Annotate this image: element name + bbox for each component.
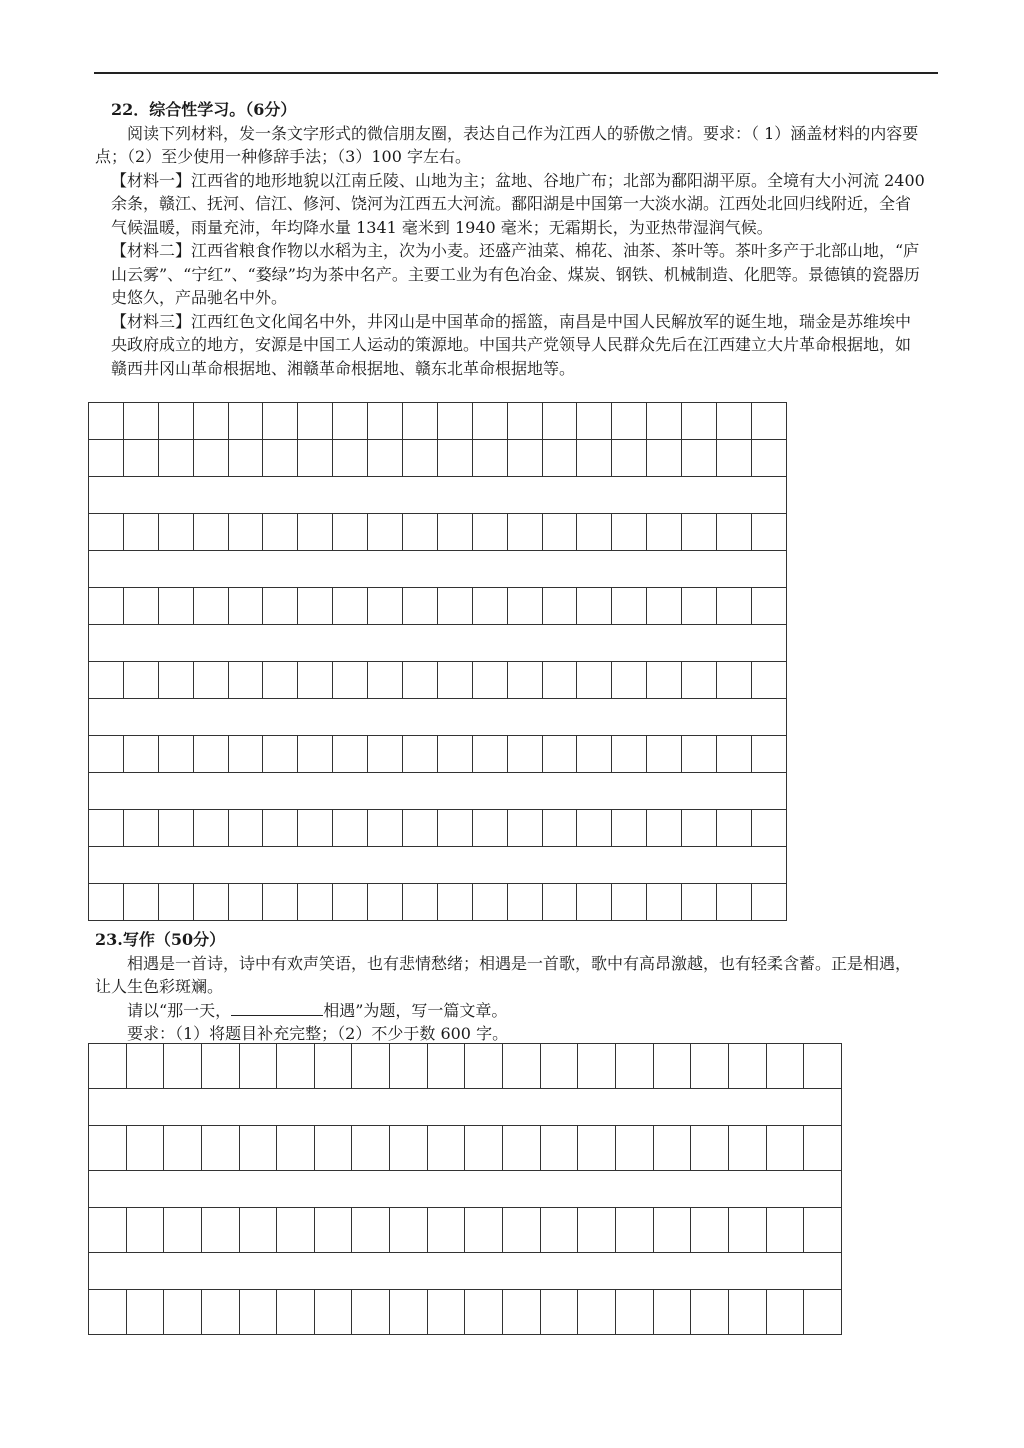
grid-cell[interactable] [691,1208,729,1253]
grid-cell[interactable] [228,662,263,699]
grid-cell[interactable] [390,1126,428,1171]
q23-topic-after: 相遇”为题，写一篇文章。 [323,1000,508,1020]
grid-cell[interactable] [390,1208,428,1253]
grid-row[interactable] [89,1208,842,1253]
grid-cell[interactable] [540,1044,578,1089]
grid-cell[interactable] [89,1290,127,1335]
grid-cell[interactable] [615,1290,653,1335]
grid-row-spacer [89,477,787,514]
grid-spacer [89,1089,842,1126]
grid-cell[interactable] [228,736,263,773]
grid-cell[interactable] [123,662,158,699]
grid-row-spacer [89,1253,842,1290]
grid-cell[interactable] [352,1208,390,1253]
grid-cell[interactable] [804,1044,842,1089]
grid-cell[interactable] [647,884,682,921]
grid-spacer [89,1171,842,1208]
grid-cell[interactable] [507,810,542,847]
grid-cell[interactable] [437,588,472,625]
grid-cell[interactable] [368,440,403,477]
grid-cell[interactable] [728,1208,766,1253]
grid-cell[interactable] [89,588,124,625]
grid-cell[interactable] [126,1044,164,1089]
grid-cell[interactable] [691,1126,729,1171]
grid-cell[interactable] [612,662,647,699]
grid-cell[interactable] [314,1044,352,1089]
grid-cell[interactable] [542,403,577,440]
grid-cell[interactable] [123,884,158,921]
grid-cell[interactable] [263,810,298,847]
q22-material-2: 【材料二】江西省粮食作物以水稻为主，次为小麦。还盛产油菜、棉花、油茶、茶叶等。茶叶多产于北部山地，“庐山云雾”、“宁红”、“婺绿”均为茶中名产。主要工业为有色冶金、煤炭、钢铁、机械制造、化肥等。景德镇的瓷器历史悠久，产品驰名中外。 [111,241,920,307]
grid-cell[interactable] [465,1290,503,1335]
grid-cell[interactable] [201,1208,239,1253]
q22-instruction: 阅读下列材料，发一条文字形式的微信朋友圈，表达自己作为江西人的骄傲之情。要求：（ 1）涵盖材料的内容要点；（2）至少使用一种修辞手法；（3）100 字左右。 [95,123,919,166]
grid-cell[interactable] [542,884,577,921]
grid-cell[interactable] [126,1126,164,1171]
grid-cell[interactable] [612,514,647,551]
grid-cell[interactable] [577,736,612,773]
grid-cell[interactable] [437,440,472,477]
q23-title: 23.写作（50分） [95,930,226,949]
q22-material-1: 【材料一】江西省的地形地貌以江南丘陵、山地为主；盆地、谷地广布；北部为鄱阳湖平原。全境有大小河流 2400 余条，赣江、抚河、信江、修河、饶河为江西五大河流。鄱阳湖是中国第一大淡水湖。江西处北回归线附近，全省气候温暖，雨量充沛，年均降水量 1341 毫米到 1940 毫米；无霜期长，为亚热带湿润气候。 [111,170,925,237]
grid-cell[interactable] [89,736,124,773]
grid-cell[interactable] [766,1044,804,1089]
grid-row-spacer [89,699,787,736]
grid-cell[interactable] [164,1290,202,1335]
grid-cell[interactable] [472,810,507,847]
grid-spacer [89,773,787,810]
grid-cell[interactable] [751,884,786,921]
grid-cell[interactable] [578,1126,616,1171]
grid-row-spacer [89,1171,842,1208]
grid-cell[interactable] [89,1044,127,1089]
grid-row[interactable] [89,810,787,847]
grid-cell[interactable] [333,810,368,847]
grid-spacer [89,625,787,662]
grid-cell[interactable] [612,403,647,440]
question-22 [95,98,925,380]
grid-spacer [89,847,787,884]
grid-cell[interactable] [503,1208,541,1253]
grid-cell[interactable] [437,736,472,773]
grid-cell[interactable] [717,884,752,921]
grid-cell[interactable] [201,1290,239,1335]
answer-grid-q22[interactable] [88,402,787,921]
grid-cell[interactable] [314,1126,352,1171]
grid-cell[interactable] [298,736,333,773]
grid-cell[interactable] [728,1126,766,1171]
question-23 [95,928,925,1046]
q23-prompt: 相遇是一首诗，诗中有欢声笑语，也有悲情愁绪；相遇是一首歌，歌中有高昂激越，也有轻柔含蓄。正是相遇，让人生色彩斑斓。 [95,953,912,996]
grid-cell[interactable] [298,440,333,477]
grid-cell[interactable] [647,588,682,625]
grid-cell[interactable] [201,1044,239,1089]
grid-cell[interactable] [403,440,438,477]
grid-cell[interactable] [193,588,228,625]
grid-cell[interactable] [647,810,682,847]
grid-cell[interactable] [542,588,577,625]
grid-cell[interactable] [263,588,298,625]
grid-cell[interactable] [437,810,472,847]
grid-cell[interactable] [437,403,472,440]
grid-cell[interactable] [751,736,786,773]
grid-cell[interactable] [717,588,752,625]
grid-cell[interactable] [717,736,752,773]
grid-spacer [89,699,787,736]
grid-cell[interactable] [228,440,263,477]
grid-row[interactable] [89,440,787,477]
grid-cell[interactable] [123,514,158,551]
grid-cell[interactable] [653,1208,691,1253]
grid-cell[interactable] [578,1208,616,1253]
grid-cell[interactable] [89,1208,127,1253]
grid-cell[interactable] [612,810,647,847]
grid-cell[interactable] [612,440,647,477]
answer-grid-q23[interactable] [88,1043,842,1335]
grid-cell[interactable] [201,1126,239,1171]
grid-cell[interactable] [263,736,298,773]
q23-requirements: 要求：（1）将题目补充完整；（2）不少于数 600 字。 [127,1024,509,1043]
grid-cell[interactable] [691,1044,729,1089]
grid-row-spacer [89,1089,842,1126]
grid-cell[interactable] [298,514,333,551]
grid-cell[interactable] [615,1208,653,1253]
grid-cell[interactable] [472,736,507,773]
grid-cell[interactable] [164,1208,202,1253]
grid-cell[interactable] [503,1290,541,1335]
grid-cell[interactable] [578,1044,616,1089]
grid-cell[interactable] [403,588,438,625]
grid-cell[interactable] [766,1126,804,1171]
grid-cell[interactable] [403,736,438,773]
grid-cell[interactable] [653,1126,691,1171]
grid-cell[interactable] [263,884,298,921]
grid-cell[interactable] [228,810,263,847]
grid-cell[interactable] [298,588,333,625]
grid-cell[interactable] [193,440,228,477]
q23-topic-before: 请以“那一天， [127,1000,232,1020]
grid-cell[interactable] [298,810,333,847]
grid-cell[interactable] [542,440,577,477]
grid-cell[interactable] [766,1208,804,1253]
grid-cell[interactable] [542,514,577,551]
grid-cell[interactable] [126,1208,164,1253]
grid-cell[interactable] [158,884,193,921]
grid-cell[interactable] [314,1208,352,1253]
grid-cell[interactable] [540,1126,578,1171]
grid-cell[interactable] [193,810,228,847]
grid-cell[interactable] [390,1290,428,1335]
grid-cell[interactable] [427,1290,465,1335]
grid-cell[interactable] [691,1290,729,1335]
grid-cell[interactable] [578,1290,616,1335]
grid-cell[interactable] [653,1290,691,1335]
grid-cell[interactable] [314,1290,352,1335]
grid-cell[interactable] [804,1208,842,1253]
grid-cell[interactable] [368,403,403,440]
grid-cell[interactable] [164,1126,202,1171]
grid-cell[interactable] [507,514,542,551]
grid-cell[interactable] [728,1290,766,1335]
grid-row[interactable] [89,884,787,921]
grid-cell[interactable] [647,440,682,477]
q22-title: 22．综合性学习。（6分） [111,100,297,119]
grid-cell[interactable] [507,403,542,440]
grid-cell[interactable] [507,736,542,773]
grid-cell[interactable] [472,440,507,477]
grid-row-spacer [89,773,787,810]
grid-cell[interactable] [239,1290,277,1335]
grid-cell[interactable] [751,810,786,847]
grid-cell[interactable] [507,588,542,625]
grid-row-spacer [89,625,787,662]
grid-cell[interactable] [577,884,612,921]
grid-cell[interactable] [766,1290,804,1335]
grid-cell[interactable] [717,662,752,699]
grid-cell[interactable] [228,588,263,625]
grid-cell[interactable] [158,810,193,847]
grid-cell[interactable] [333,884,368,921]
grid-cell[interactable] [193,662,228,699]
grid-cell[interactable] [542,662,577,699]
grid-cell[interactable] [368,884,403,921]
grid-cell[interactable] [577,662,612,699]
grid-cell[interactable] [298,662,333,699]
grid-cell[interactable] [164,1044,202,1089]
grid-cell[interactable] [123,588,158,625]
grid-cell[interactable] [277,1208,315,1253]
grid-cell[interactable] [352,1290,390,1335]
grid-cell[interactable] [653,1044,691,1089]
grid-cell[interactable] [682,588,717,625]
grid-cell[interactable] [682,810,717,847]
grid-spacer [89,477,787,514]
grid-cell[interactable] [228,514,263,551]
grid-cell[interactable] [465,1208,503,1253]
topic-blank[interactable] [231,1001,323,1016]
grid-cell[interactable] [333,662,368,699]
grid-cell[interactable] [403,884,438,921]
grid-row[interactable] [89,403,787,440]
grid-cell[interactable] [228,884,263,921]
grid-row[interactable] [89,1044,842,1089]
grid-cell[interactable] [193,403,228,440]
grid-cell[interactable] [158,403,193,440]
grid-cell[interactable] [158,440,193,477]
grid-cell[interactable] [612,736,647,773]
grid-cell[interactable] [682,403,717,440]
grid-cell[interactable] [333,588,368,625]
grid-cell[interactable] [193,736,228,773]
grid-cell[interactable] [158,514,193,551]
grid-cell[interactable] [89,662,124,699]
grid-cell[interactable] [193,884,228,921]
q22-material-3: 【材料三】江西红色文化闻名中外，井冈山是中国革命的摇篮，南昌是中国人民解放军的诞生地，瑞金是苏维埃中央政府成立的地方，安源是中国工人运动的策源地。中国共产党领导人民群众先后在江西建立大片革命根据地，如赣西井冈山革命根据地、湘赣革命根据地、赣东北革命根据地等。 [111,311,912,378]
grid-cell[interactable] [89,440,124,477]
grid-cell[interactable] [368,662,403,699]
grid-cell[interactable] [503,1126,541,1171]
grid-spacer [89,1253,842,1290]
grid-cell[interactable] [333,736,368,773]
grid-cell[interactable] [612,884,647,921]
grid-cell[interactable] [717,810,752,847]
grid-cell[interactable] [542,810,577,847]
grid-cell[interactable] [472,662,507,699]
grid-row[interactable] [89,514,787,551]
grid-spacer [89,551,787,588]
grid-cell[interactable] [682,736,717,773]
grid-cell[interactable] [507,440,542,477]
grid-cell[interactable] [158,662,193,699]
grid-cell[interactable] [158,736,193,773]
grid-cell[interactable] [472,403,507,440]
grid-cell[interactable] [682,514,717,551]
grid-cell[interactable] [751,662,786,699]
grid-cell[interactable] [647,403,682,440]
grid-cell[interactable] [263,403,298,440]
grid-cell[interactable] [612,588,647,625]
grid-cell[interactable] [403,662,438,699]
grid-cell[interactable] [717,440,752,477]
grid-cell[interactable] [717,403,752,440]
q23-topic [95,999,925,1023]
grid-cell[interactable] [577,588,612,625]
grid-cell[interactable] [647,514,682,551]
grid-cell[interactable] [298,884,333,921]
grid-cell[interactable] [123,403,158,440]
grid-cell[interactable] [123,440,158,477]
grid-row[interactable] [89,662,787,699]
grid-cell[interactable] [277,1044,315,1089]
grid-cell[interactable] [89,514,124,551]
grid-cell[interactable] [298,403,333,440]
grid-cell[interactable] [403,403,438,440]
grid-cell[interactable] [540,1208,578,1253]
grid-cell[interactable] [89,810,124,847]
grid-cell[interactable] [682,662,717,699]
grid-cell[interactable] [577,440,612,477]
grid-cell[interactable] [472,514,507,551]
grid-cell[interactable] [647,736,682,773]
grid-cell[interactable] [542,736,577,773]
header-rule [94,72,938,74]
grid-cell[interactable] [507,884,542,921]
grid-cell[interactable] [437,514,472,551]
grid-cell[interactable] [368,514,403,551]
grid-cell[interactable] [403,810,438,847]
grid-cell[interactable] [277,1290,315,1335]
grid-cell[interactable] [717,514,752,551]
grid-cell[interactable] [427,1044,465,1089]
grid-row[interactable] [89,1126,842,1171]
grid-cell[interactable] [577,514,612,551]
grid-cell[interactable] [427,1208,465,1253]
grid-cell[interactable] [123,736,158,773]
grid-cell[interactable] [333,403,368,440]
grid-row-spacer [89,551,787,588]
grid-cell[interactable] [158,588,193,625]
grid-cell[interactable] [368,588,403,625]
grid-cell[interactable] [126,1290,164,1335]
grid-cell[interactable] [193,514,228,551]
grid-cell[interactable] [472,884,507,921]
grid-cell[interactable] [751,440,786,477]
grid-cell[interactable] [682,440,717,477]
grid-cell[interactable] [472,588,507,625]
grid-row[interactable] [89,588,787,625]
grid-cell[interactable] [615,1044,653,1089]
grid-cell[interactable] [728,1044,766,1089]
grid-cell[interactable] [263,514,298,551]
grid-cell[interactable] [239,1208,277,1253]
grid-cell[interactable] [751,588,786,625]
grid-row[interactable] [89,736,787,773]
grid-cell[interactable] [277,1126,315,1171]
grid-cell[interactable] [333,514,368,551]
grid-cell[interactable] [437,884,472,921]
grid-cell[interactable] [540,1290,578,1335]
grid-cell[interactable] [228,403,263,440]
grid-cell[interactable] [239,1126,277,1171]
grid-cell[interactable] [503,1044,541,1089]
grid-cell[interactable] [465,1126,503,1171]
grid-cell[interactable] [239,1044,277,1089]
grid-cell[interactable] [577,403,612,440]
grid-cell[interactable] [751,403,786,440]
grid-cell[interactable] [89,884,124,921]
grid-cell[interactable] [751,514,786,551]
grid-cell[interactable] [615,1126,653,1171]
grid-row[interactable] [89,1290,842,1335]
grid-cell[interactable] [577,810,612,847]
grid-cell[interactable] [123,810,158,847]
grid-cell[interactable] [647,662,682,699]
grid-cell[interactable] [403,514,438,551]
grid-cell[interactable] [804,1290,842,1335]
grid-cell[interactable] [507,662,542,699]
grid-cell[interactable] [263,440,298,477]
grid-cell[interactable] [368,810,403,847]
grid-cell[interactable] [437,662,472,699]
grid-cell[interactable] [804,1126,842,1171]
grid-cell[interactable] [352,1126,390,1171]
grid-cell[interactable] [368,736,403,773]
grid-cell[interactable] [89,1126,127,1171]
grid-row-spacer [89,847,787,884]
grid-cell[interactable] [427,1126,465,1171]
grid-cell[interactable] [682,884,717,921]
grid-cell[interactable] [465,1044,503,1089]
grid-cell[interactable] [333,440,368,477]
grid-cell[interactable] [352,1044,390,1089]
grid-cell[interactable] [390,1044,428,1089]
grid-cell[interactable] [89,403,124,440]
grid-cell[interactable] [263,662,298,699]
